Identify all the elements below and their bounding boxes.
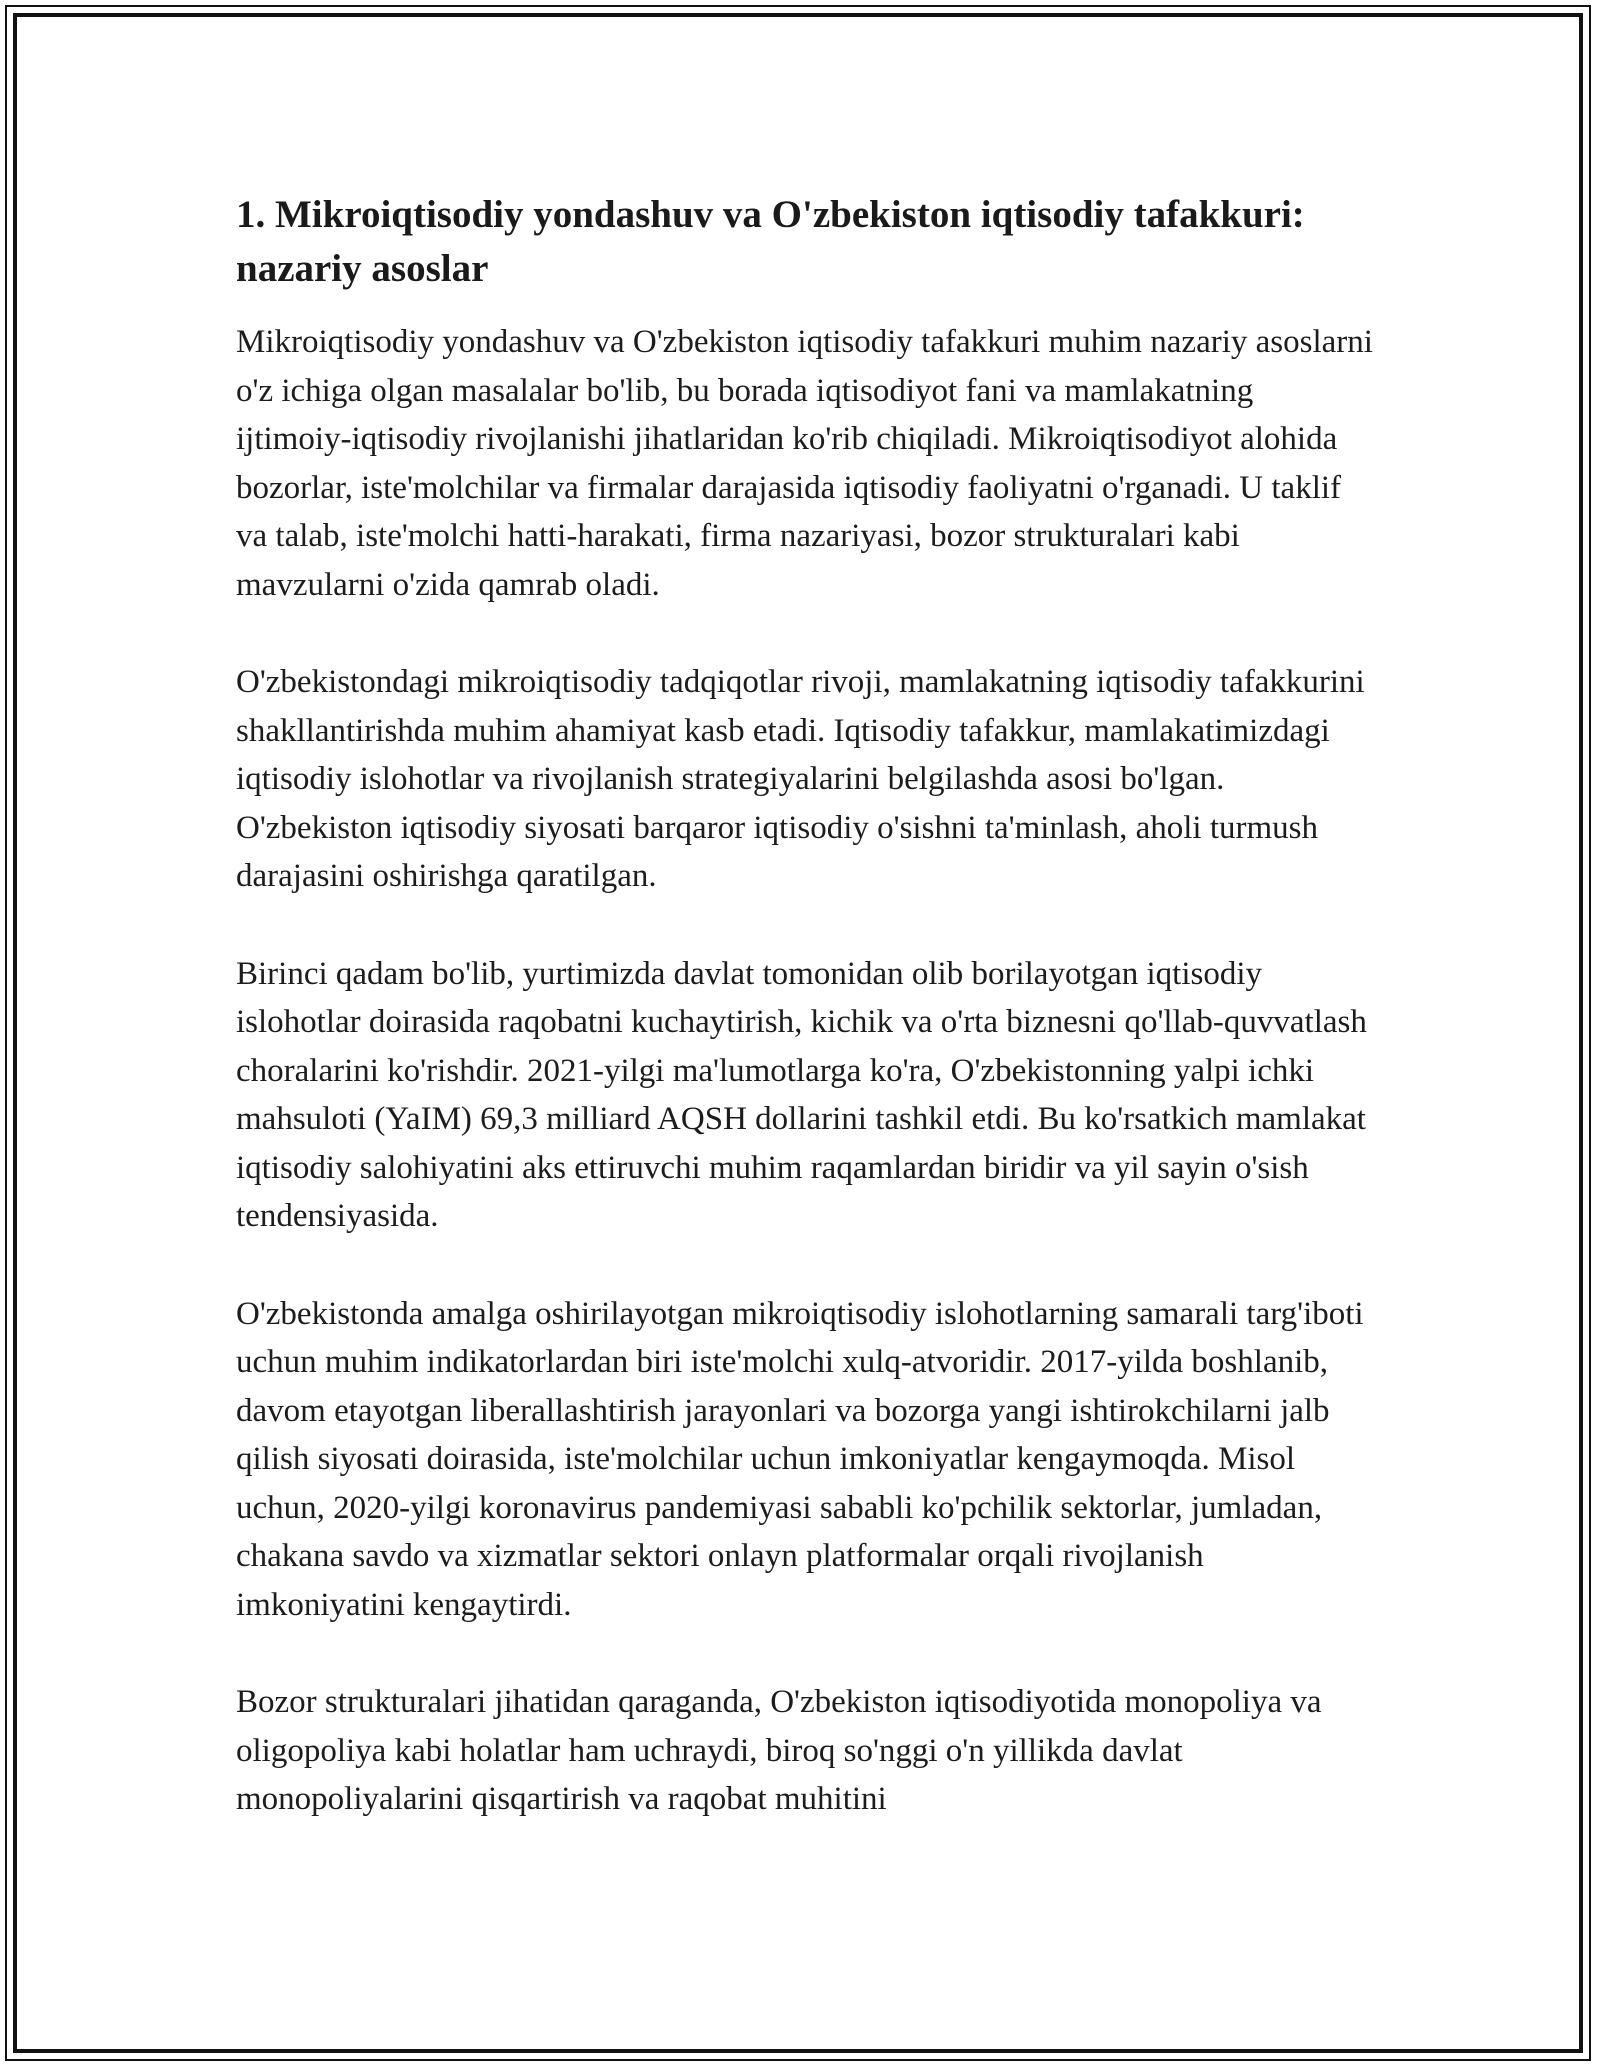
paragraph-3: Birinci qadam bo'lib, yurtimizda davlat tomonidan olib borilayotgan iqtisodiy islohotlar doirasida raqobatni kuchaytirish, kichik va o'rta biznesni qo'llab-quvvatlash choralarini ko'rishdir. 2021-yilgi ma'lumotlarga ko'ra, O'zbekistonning yalpi ichki mahsuloti (YaIM) 69,3 milliard AQSH dollarini tashkil etdi. Bu ko'rsatkich mamlakat iqtisodiy salohiyatini aks ettiruvchi muhim raqamlardan biridir va yil sayin o'sish tendensiyasida. bbox=[236, 955, 1367, 1234]
paragraph-1: Mikroiqtisodiy yondashuv va O'zbekiston iqtisodiy tafakkuri muhim nazariy asoslarni o'z ichiga olgan masalalar bo'lib, bu borada iqtisodiyot fani va mamlakatning ijtimoiy-iqtisodiy rivojlanishi jihatlaridan ko'rib chiqiladi. Mikroiqtisodiyot alohida bozorlar, iste'molchilar va firmalar darajasida iqtisodiy faoliyatni o'rganadi. U taklif va talab, iste'molchi hatti-harakati, firma nazariyasi, bozor strukturalari kabi mavzularni o'zida qamrab oladi. bbox=[236, 324, 1373, 603]
paragraph-4: O'zbekistonda amalga oshirilayotgan mikroiqtisodiy islohotlarning samarali targ'iboti uchun muhim indikatorlardan biri iste'molchi xulq-atvoridir. 2017-yilda boshlanib, davom etayotgan liberallashtirish jarayonlari va bozorga yangi ishtirokchilarni jalb qilish siyosati doirasida, iste'molchilar uchun imkoniyatlar kengaymoqda. Misol uchun, 2020-yilgi koronavirus pandemiyasi sababli ko'pchilik sektorlar, jumladan, chakana savdo va xizmatlar sektori onlayn platformalar orqali rivojlanish imkoniyatini kengaytirdi. bbox=[236, 1295, 1364, 1623]
section-heading: 1. Mikroiqtisodiy yondashuv va O'zbekiston iqtisodiy tafakkuri: nazariy asoslar bbox=[236, 193, 1305, 290]
paragraph-2: O'zbekistondagi mikroiqtisodiy tadqiqotlar rivoji, mamlakatning iqtisodiy tafakkurini shakllantirishda muhim ahamiyat kasb etadi. Iqtisodiy tafakkur, mamlakatimizdagi iqtisodiy islohotlar va rivojlanish strategiyalarini belgilashda asosi bo'lgan. O'zbekiston iqtisodiy siyosati barqaror iqtisodiy o'sishni ta'minlash, aholi turmush darajasini oshirishga qaratilgan. bbox=[236, 664, 1365, 894]
paragraph-5: Bozor strukturalari jihatidan qaraganda, O'zbekiston iqtisodiyotida monopoliya va oligopoliya kabi holatlar ham uchraydi, biroq so'nggi o'n yillikda davlat monopoliyalarini qisqartirish va raqobat muhitini bbox=[236, 1684, 1322, 1817]
document-body bbox=[236, 188, 1376, 1873]
